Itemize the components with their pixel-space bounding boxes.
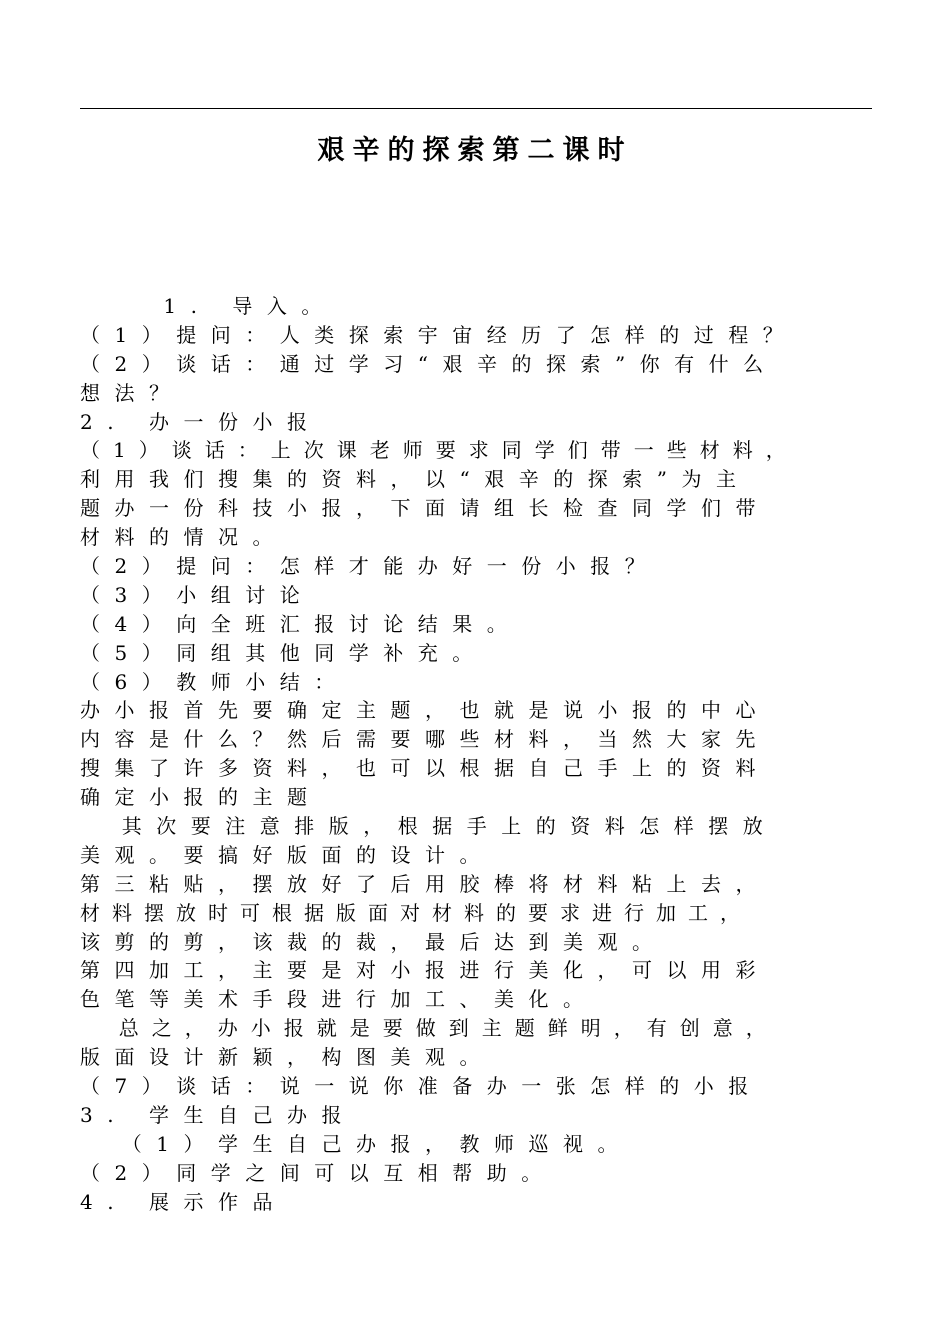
body-line: （4）向全班汇报讨论结果。 (80, 611, 522, 636)
body-line: 搜集了许多资料，也可以根据自己手上的资料 (80, 756, 770, 781)
body-line: 题办一份科技小报，下面请组长检查同学们带 (80, 496, 770, 521)
document-body (80, 292, 880, 1217)
body-line: （3）小组讨论 (80, 582, 315, 607)
body-line: （6）教师小结： (80, 669, 349, 694)
body-line: 3. 学生自己办报 (80, 1102, 356, 1127)
body-line: 材料的情况。 (80, 525, 287, 550)
body-line: 总之，办小报就是要做到主题鲜明，有创意， (80, 1016, 779, 1041)
body-line: 版面设计新颖，构图美观。 (80, 1045, 494, 1070)
body-line: （1）提问：人类探索宇宙经历了怎样的过程？ (80, 322, 798, 347)
body-line: 办小报首先要确定主题，也就是说小报的中心 (80, 698, 770, 723)
header-rule (80, 108, 872, 109)
body-line: 其次要注意排版，根据手上的资料怎样摆放 (80, 814, 778, 839)
body-line: 色笔等美术手段进行加工、美化。 (80, 987, 598, 1012)
body-line: 该剪的剪，该裁的裁，最后达到美观。 (80, 929, 667, 954)
body-line: 美观。要搞好版面的设计。 (80, 842, 494, 867)
body-line: （5）同组其他同学补充。 (80, 640, 487, 665)
body-line: （1）谈话：上次课老师要求同学们带一些材料， (80, 438, 799, 463)
body-line: 确定小报的主题 (80, 785, 322, 810)
body-line: （1）学生自己办报，教师巡视。 (80, 1131, 632, 1156)
body-line: （2）谈话：通过学习“艰辛的探索”你有什么 (80, 351, 778, 376)
body-line: 内容是什么？然后需要哪些材料，当然大家先 (80, 727, 770, 752)
body-line: 2. 办一份小报 (80, 409, 322, 434)
body-line: 想法？ (80, 380, 184, 405)
body-line: （2）同学之间可以互相帮助。 (80, 1160, 556, 1185)
body-line: 利用我们搜集的资料，以“艰辛的探索”为主 (80, 467, 751, 492)
body-line: （2）提问：怎样才能办好一份小报？ (80, 554, 660, 579)
body-line: 第四加工，主要是对小报进行美化，可以用彩 (80, 958, 770, 983)
body-line: 4. 展示作品 (80, 1189, 287, 1214)
body-line: 第三粘贴，摆放好了后用胶棒将材料粘上去， (80, 871, 770, 896)
body-line: （7）谈话：说一说你准备办一张怎样的小报 (80, 1074, 763, 1099)
body-line: 1. 导入。 (80, 294, 336, 318)
page-title: 艰辛的探索第二课时 (317, 135, 633, 166)
body-line: 材料摆放时可根据版面对材料的要求进行加工， (80, 900, 752, 925)
